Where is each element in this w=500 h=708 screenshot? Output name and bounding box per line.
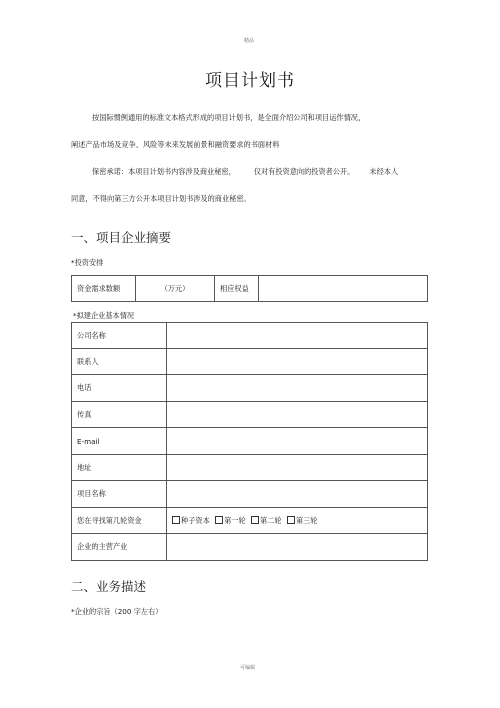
intro-paragraph-line2: 阐述产品市场及竞争、风险等未来发展前景和融资要求的书面材料 <box>71 140 280 149</box>
company-info-table <box>71 322 428 561</box>
equity-label: 相应权益 <box>215 276 259 302</box>
table-row <box>72 402 428 428</box>
table-row <box>72 323 428 349</box>
round-option-seed[interactable]: 种子资本 <box>172 516 210 525</box>
secrecy-part-b: 仅对有投资意向的投资者公开。 <box>253 167 355 176</box>
fax-label: 传真 <box>72 402 167 428</box>
checkbox-icon[interactable] <box>287 516 295 524</box>
phone-label: 电话 <box>72 375 167 402</box>
email-label: E-mail <box>72 428 167 455</box>
contact-label: 联系人 <box>72 349 167 375</box>
table-row <box>72 349 428 375</box>
intro-paragraph-line1: 按国际惯例通用的标准文本格式形成的项目计划书，是全面介绍公司和项目运作情况， <box>92 113 366 122</box>
contact-value[interactable] <box>167 349 428 375</box>
table-row <box>72 455 428 481</box>
company-name-label: 公司名称 <box>72 323 167 349</box>
main-industry-label: 企业的主营产业 <box>72 534 167 561</box>
round-option-second[interactable]: 第二轮 <box>251 516 282 525</box>
section1-heading: 一、项目企业摘要 <box>71 230 172 245</box>
table-row <box>72 375 428 402</box>
main-industry-value[interactable] <box>167 534 428 561</box>
secrecy-line1 <box>92 167 398 177</box>
page-header: 精品 <box>244 38 255 44</box>
secrecy-part-c: 未经本人 <box>369 167 399 176</box>
investment-row <box>72 276 428 302</box>
investment-table <box>71 275 428 302</box>
table-row <box>72 534 428 561</box>
checkbox-icon[interactable] <box>251 516 259 524</box>
investment-label: *投资安排 <box>71 258 104 267</box>
section2-heading: 二、业务描述 <box>71 579 147 594</box>
table-row <box>72 508 428 534</box>
phone-value[interactable] <box>167 375 428 402</box>
round-option-third[interactable]: 第三轮 <box>287 516 318 525</box>
round-option-first[interactable]: 第一轮 <box>215 516 246 525</box>
company-info-label: *拟建企业基本情况 <box>73 311 135 320</box>
project-name-value[interactable] <box>167 481 428 508</box>
checkbox-icon[interactable] <box>172 516 180 524</box>
company-name-value[interactable] <box>167 323 428 349</box>
funding-round-options <box>167 508 428 534</box>
address-label: 地址 <box>72 455 167 481</box>
table-row <box>72 428 428 455</box>
investment-amount-label: 资金需求数额 <box>72 276 136 302</box>
equity-value-cell[interactable] <box>259 276 428 302</box>
secrecy-line2: 同意，不得向第三方公开本项目计划书涉及的商业秘密。 <box>71 194 251 203</box>
page-footer: 可编辑 <box>240 665 256 671</box>
document-title: 项目计划书 <box>205 71 295 91</box>
company-purpose-label: *企业的宗旨（200 字左右） <box>71 607 163 616</box>
checkbox-icon[interactable] <box>215 516 223 524</box>
secrecy-part-a: 保密承诺：本项目计划书内容涉及商业秘密， <box>92 167 236 176</box>
table-row <box>72 481 428 508</box>
address-value[interactable] <box>167 455 428 481</box>
fax-value[interactable] <box>167 402 428 428</box>
funding-round-label: 您在寻找第几轮资金 <box>72 508 167 534</box>
email-value[interactable] <box>167 428 428 455</box>
project-name-label: 项目名称 <box>72 481 167 508</box>
investment-amount-cell[interactable]: （万元） <box>136 276 215 302</box>
